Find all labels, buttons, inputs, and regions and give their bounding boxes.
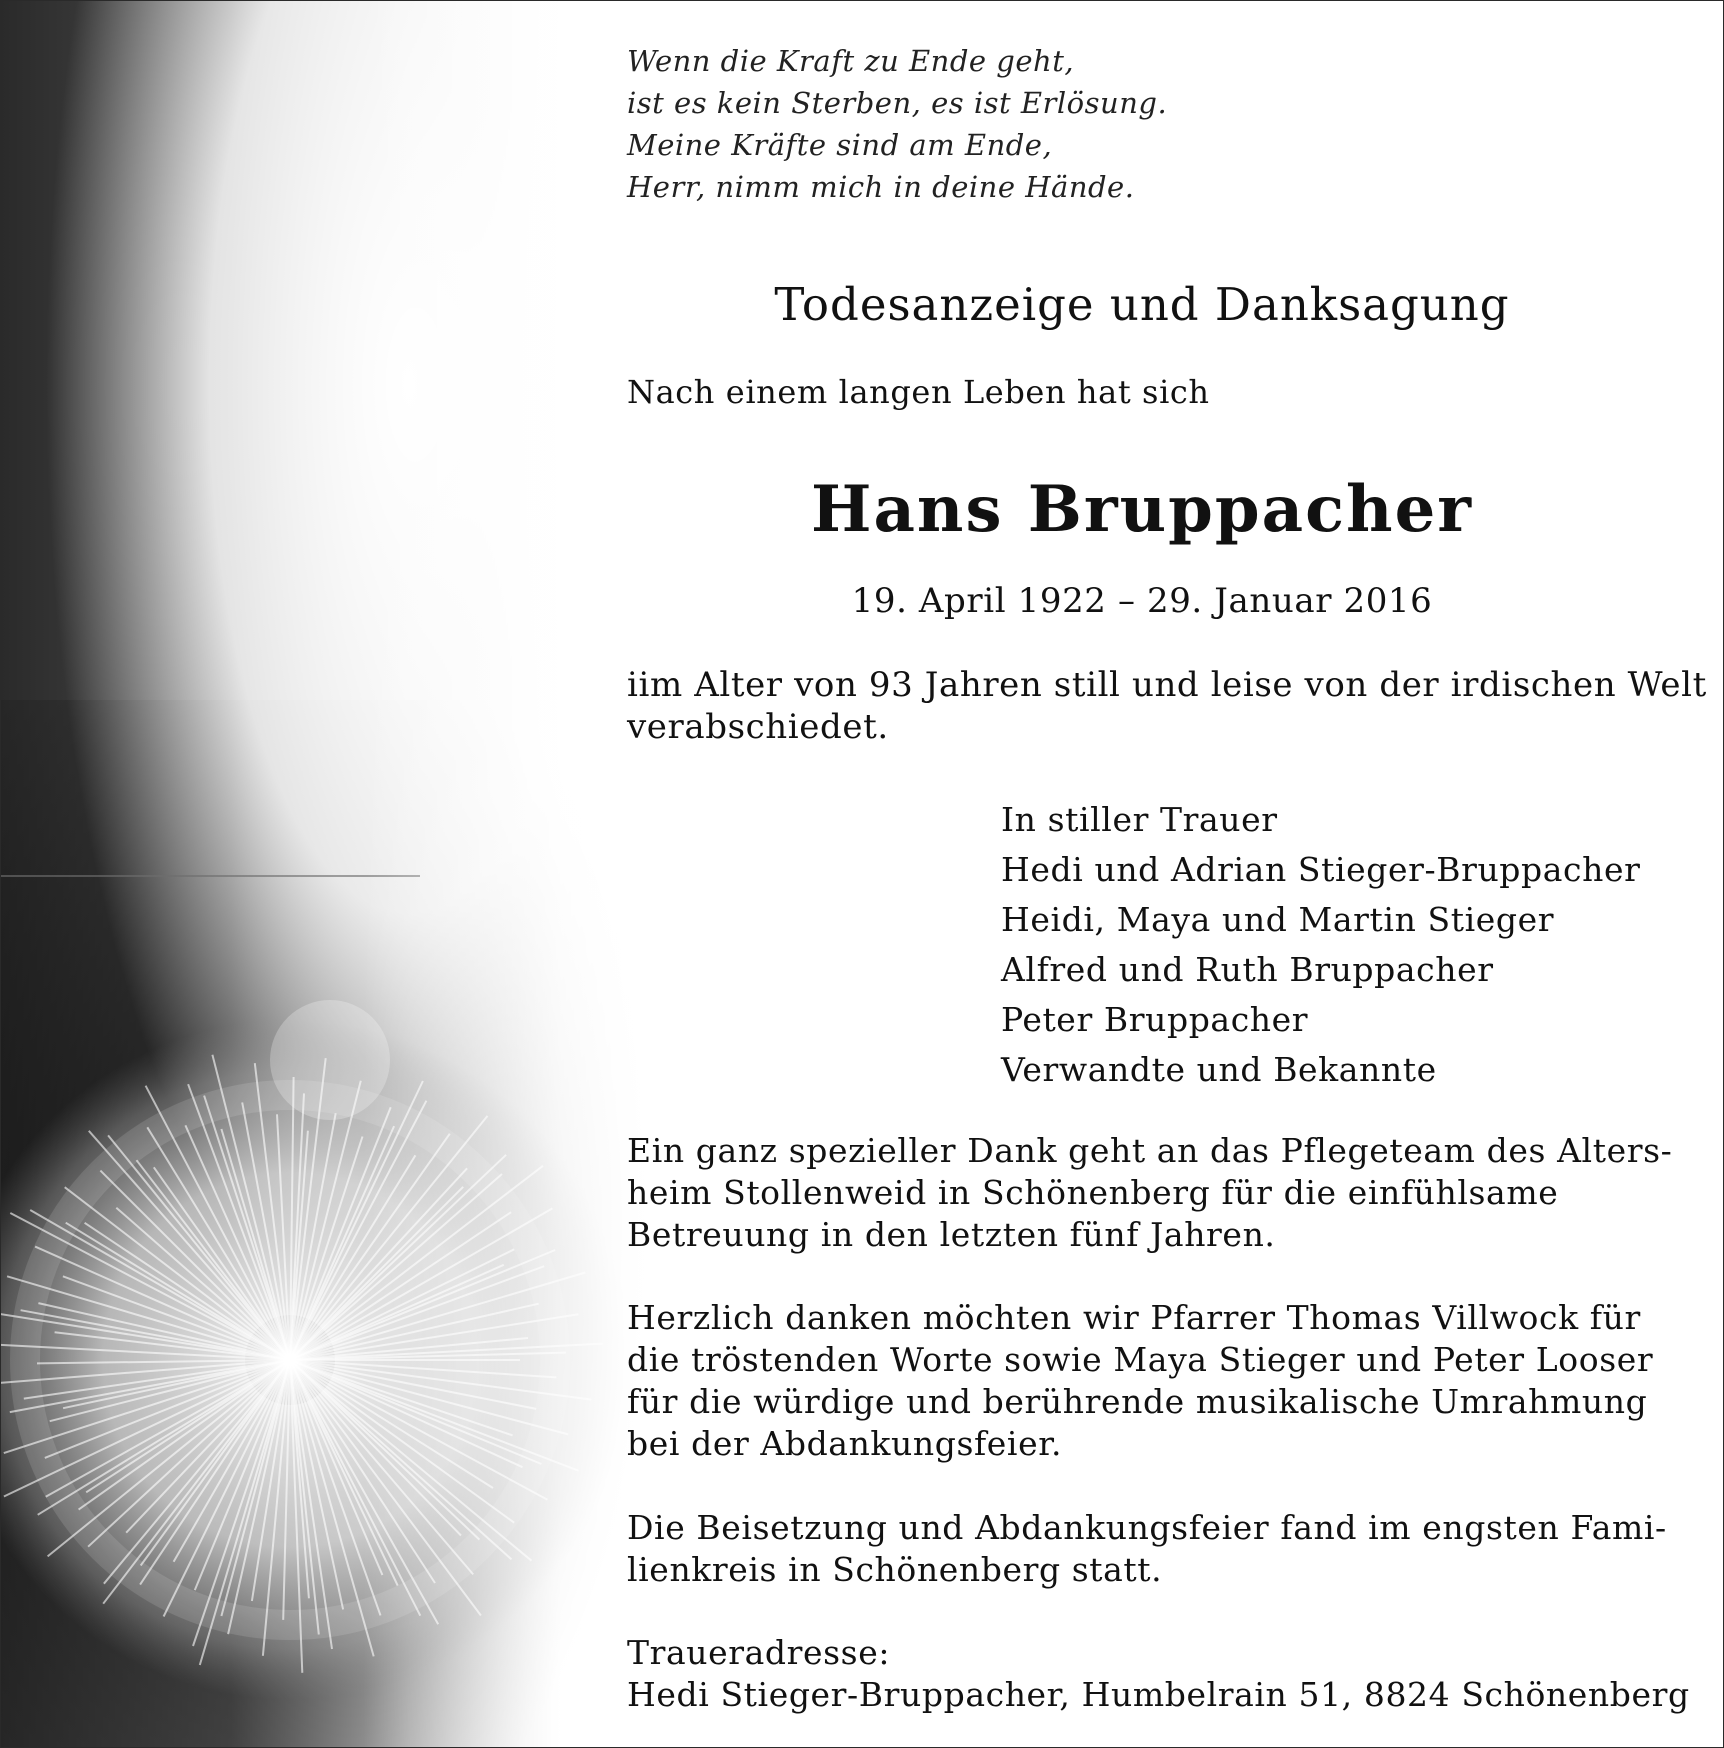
intro-text: Nach einem langen Leben hat sich [627,373,1210,411]
thanks-care-paragraph [627,1130,1673,1256]
paragraph-line: Betreuung in den letzten fünf Jahren. [627,1215,1276,1254]
mourners-intro: In stiller Trauer [1001,800,1278,839]
farewell-line: verabschiedet. [627,707,889,747]
mourners-list [1001,795,1640,1095]
paragraph-line: heim Stollenweid in Schönenberg für die einfühlsame [627,1173,1559,1212]
poem-line: Herr, nimm mich in deine Hände. [627,170,1135,204]
mourner-name: Peter Bruppacher [1001,1000,1309,1039]
notice-heading: Todesanzeige und Danksagung [774,278,1510,331]
deceased-name: Hans Bruppacher [810,472,1474,547]
poem [627,40,1657,208]
dandelion-photo [0,0,660,1748]
mourner-name: Alfred und Ruth Bruppacher [1001,950,1494,989]
thanks-ceremony-paragraph [627,1297,1657,1465]
poem-line: Wenn die Kraft zu Ende geht, [627,44,1075,78]
paragraph-line: die tröstenden Worte sowie Maya Stieger und Peter Looser [627,1340,1654,1379]
address-value: Hedi Stieger-Bruppacher, Humbelrain 51, 8824 Schönenberg [627,1675,1690,1714]
paragraph-line: Die Beisetzung und Abdankungsfeier fand im engsten Fami- [627,1508,1667,1547]
paragraph-line: Herzlich danken möchten wir Pfarrer Thomas Villwock für [627,1298,1641,1337]
burial-paragraph [627,1507,1667,1591]
farewell-text [627,664,1707,748]
paragraph-line: für die würdige und berührende musikalische Umrahmung [627,1382,1648,1421]
paragraph-line: Ein ganz spezieller Dank geht an das Pflegeteam des Alters- [627,1131,1673,1170]
life-dates: 19. April 1922 – 29. Januar 2016 [851,581,1433,621]
mourner-name: Hedi und Adrian Stieger-Bruppacher [1001,850,1641,889]
poem-line: ist es kein Sterben, es ist Erlösung. [627,86,1168,120]
farewell-line: iim Alter von 93 Jahren still und leise von der irdischen Welt [627,665,1707,705]
mourner-name: Verwandte und Bekannte [1001,1050,1437,1089]
mourner-name: Heidi, Maya und Martin Stieger [1001,900,1555,939]
mourning-address [627,1632,1690,1716]
paragraph-line: bei der Abdankungsfeier. [627,1424,1063,1463]
paragraph-line: lienkreis in Schönenberg statt. [627,1550,1163,1589]
poem-line: Meine Kräfte sind am Ende, [627,128,1053,162]
address-label: Traueradresse: [627,1633,891,1672]
